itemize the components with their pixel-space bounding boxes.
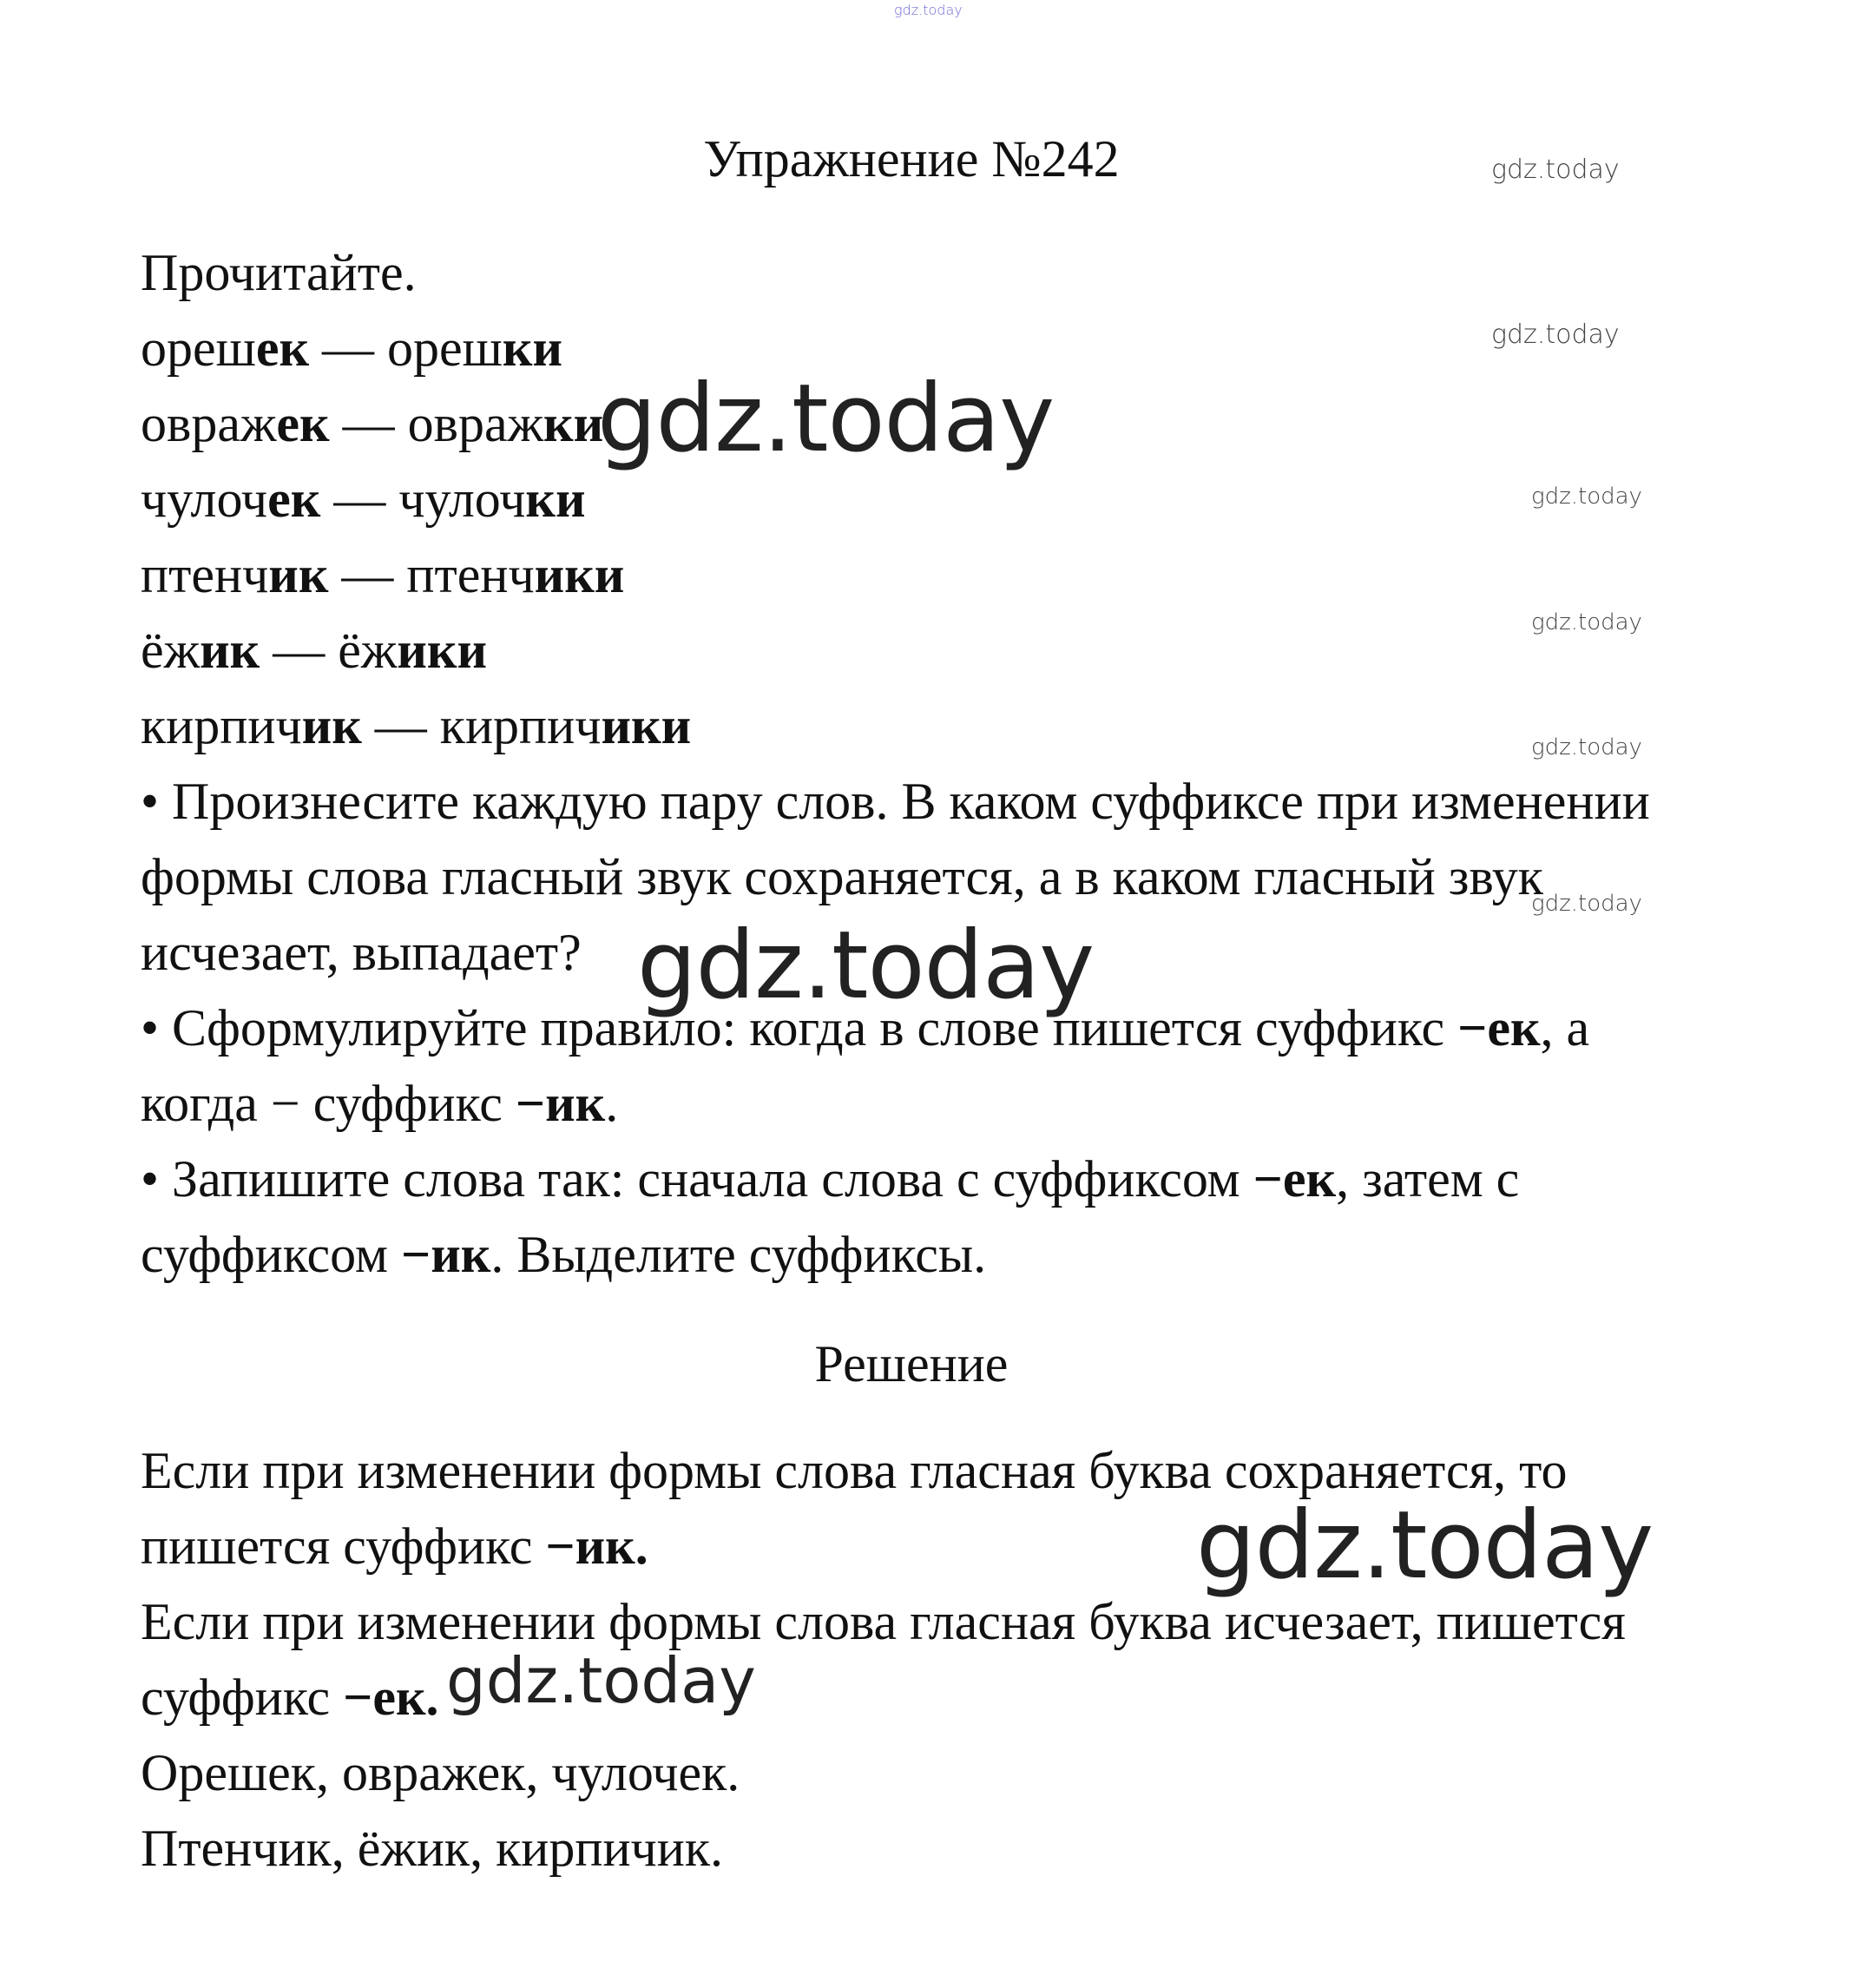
solution-rule-1-cont: пишется суффикс −ик. (141, 1517, 648, 1575)
task-intro: Прочитайте. (141, 244, 417, 301)
task-bullet-1: • Произнесите каждую пару слов. В каком суффиксе при изменении (141, 773, 1650, 830)
task-bullet-3: • Запишите слова так: сначала слова с суффиксом −ек, затем с (141, 1150, 1520, 1208)
task-bullet-2: • Сформулируйте правило: когда в слове пишется суффикс −ек, а (141, 999, 1590, 1057)
page-title: Упражнение №242 (703, 130, 1120, 188)
word-pair: птенчик — птенчики (141, 546, 625, 603)
task-bullet-3-cont: суффиксом −ик. Выделите суффиксы. (141, 1226, 987, 1283)
word-pair: кирпичик — кирпичики (141, 697, 692, 754)
watermark-large: gdz.today (637, 912, 1095, 1020)
watermark-small: gdz.today (1531, 734, 1642, 760)
solution-answer-1: Орешек, овражек, чулочек. (141, 1744, 740, 1801)
word-pair: овражек — овражки (141, 395, 604, 452)
solution-answer-2: Птенчик, ёжик, кирпичик. (141, 1820, 723, 1877)
task-bullet-2-cont: когда − суффикс −ик. (141, 1075, 619, 1132)
task-bullet-1-cont: формы слова гласный звук сохраняется, а в каком гласный звук (141, 848, 1543, 905)
task-bullet-1-cont: исчезает, выпадает? (141, 924, 582, 981)
solution-rule-1: Если при изменении формы слова гласная буква сохраняется, то (141, 1442, 1568, 1499)
watermark-medium: gdz.today (446, 1644, 756, 1717)
word-pair: ёжик — ёжики (141, 622, 488, 679)
word-pair: орешек — орешки (141, 319, 563, 377)
solution-heading: Решение (814, 1335, 1009, 1392)
watermark-small: gdz.today (1531, 484, 1642, 510)
watermark-large: gdz.today (1196, 1491, 1654, 1600)
watermark-small: gdz.today (1491, 319, 1620, 350)
watermark-large: gdz.today (597, 365, 1055, 473)
solution-rule-2: Если при изменении формы слова гласная буква исчезает, пишется (141, 1593, 1626, 1650)
watermark-small: gdz.today (1491, 155, 1620, 185)
watermark-small: gdz.today (1531, 609, 1642, 635)
watermark-small: gdz.today (1531, 891, 1642, 917)
solution-rule-2-cont: суффикс −ек. (141, 1669, 439, 1726)
word-pair: чулочек — чулочки (141, 471, 586, 528)
watermark-top: gdz.today (894, 2, 963, 18)
